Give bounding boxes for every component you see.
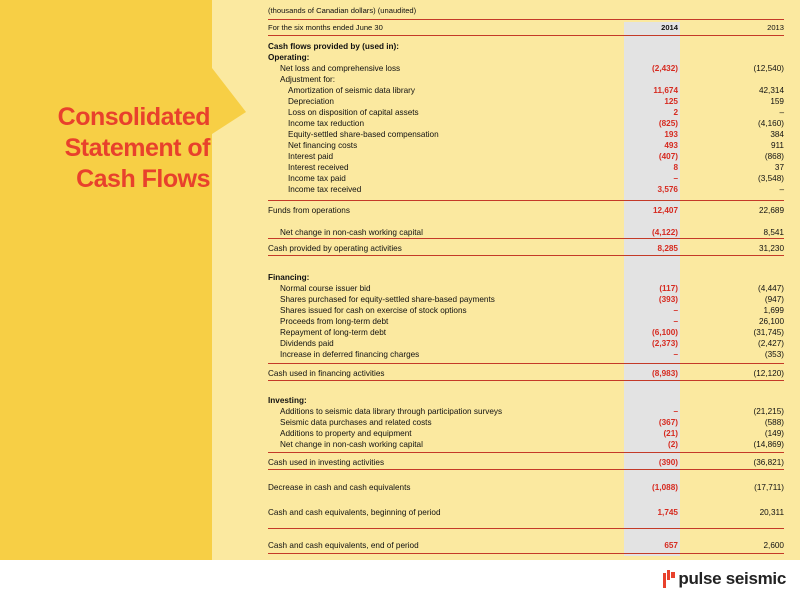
value-2014: (390) bbox=[658, 458, 678, 467]
section-rule bbox=[268, 255, 784, 256]
units-note: (thousands of Canadian dollars) (unaudited) bbox=[268, 6, 417, 15]
value-2013: (14,869) bbox=[753, 440, 784, 449]
section-rule bbox=[268, 452, 784, 453]
value-2014: (2,432) bbox=[652, 64, 678, 73]
value-2014: 125 bbox=[664, 97, 678, 106]
section-rule bbox=[268, 200, 784, 201]
value-2014: (367) bbox=[658, 418, 678, 427]
value-2014: (393) bbox=[658, 295, 678, 304]
row-label: Income tax reduction bbox=[288, 119, 365, 128]
value-2014: (2,373) bbox=[652, 339, 678, 348]
value-2014: 493 bbox=[664, 141, 678, 150]
row-label: Investing: bbox=[268, 396, 307, 405]
value-2014: – bbox=[673, 407, 678, 416]
value-2014: (117) bbox=[659, 284, 678, 293]
statement-row bbox=[268, 183, 784, 196]
row-label: Cash used in financing activities bbox=[268, 369, 385, 378]
statement-row bbox=[268, 506, 784, 519]
value-2013: (17,711) bbox=[754, 483, 784, 492]
value-2014: (21) bbox=[663, 429, 678, 438]
value-2014: (407) bbox=[658, 152, 678, 161]
value-2014: – bbox=[673, 174, 678, 183]
value-2014: (1,088) bbox=[652, 483, 678, 492]
value-2014: – bbox=[673, 350, 678, 359]
row-label: Income tax received bbox=[288, 185, 362, 194]
row-label: Shares purchased for equity-settled share-based payments bbox=[280, 295, 495, 304]
value-2014: 2 bbox=[673, 108, 678, 117]
row-label: Cash and cash equivalents, beginning of period bbox=[268, 508, 441, 517]
row-label: Cash and cash equivalents, end of period bbox=[268, 541, 419, 550]
value-2013: 8,541 bbox=[763, 228, 784, 237]
value-2013: (2,427) bbox=[758, 339, 784, 348]
value-2014: 657 bbox=[664, 541, 678, 550]
row-label: Seismic data purchases and related costs bbox=[280, 418, 432, 427]
value-2014: (6,100) bbox=[652, 328, 678, 337]
value-2013: 31,230 bbox=[758, 244, 784, 253]
row-label: Amortization of seismic data library bbox=[288, 86, 415, 95]
period-label: For the six months ended June 30 bbox=[268, 23, 383, 32]
value-2013: (12,120) bbox=[753, 369, 784, 378]
value-2014: (4,122) bbox=[652, 228, 678, 237]
year-prior-header: 2013 bbox=[767, 23, 784, 32]
row-label: Loss on disposition of capital assets bbox=[288, 108, 419, 117]
section-rule bbox=[268, 380, 784, 381]
period-header-row bbox=[268, 21, 784, 34]
row-label: Dividends paid bbox=[280, 339, 334, 348]
pulse-logo-mark-icon bbox=[663, 570, 675, 588]
row-label: Proceeds from long-term debt bbox=[280, 317, 389, 326]
value-2013: (947) bbox=[764, 295, 784, 304]
house-shape-panel bbox=[0, 0, 270, 560]
value-2014: 193 bbox=[664, 130, 678, 139]
title-line-2: Statement of bbox=[64, 134, 210, 162]
title-line-3: Cash Flows bbox=[76, 165, 210, 193]
value-2013: 20,311 bbox=[759, 508, 784, 517]
value-2013: (149) bbox=[764, 429, 784, 438]
header-rule-bottom bbox=[268, 35, 784, 36]
value-2014: 8,285 bbox=[657, 244, 678, 253]
cash-flow-statement bbox=[268, 0, 784, 558]
header-rule-top bbox=[268, 19, 784, 20]
row-label: Cash provided by operating activities bbox=[268, 244, 402, 253]
value-2013: (21,215) bbox=[753, 407, 784, 416]
value-2013: 37 bbox=[774, 163, 784, 172]
row-label: Net change in non-cash working capital bbox=[280, 440, 423, 449]
value-2014: 12,407 bbox=[652, 206, 678, 215]
value-2013: (353) bbox=[764, 350, 784, 359]
logo-text: pulse seismic bbox=[678, 569, 786, 588]
value-2013: (4,160) bbox=[758, 119, 784, 128]
statement-row bbox=[268, 242, 784, 255]
row-label: Funds from operations bbox=[268, 206, 350, 215]
statement-row bbox=[268, 438, 784, 451]
section-rule bbox=[268, 238, 784, 239]
row-label: Interest paid bbox=[288, 152, 334, 161]
row-label: Cash used in investing activities bbox=[268, 458, 385, 467]
value-2013: 2,600 bbox=[763, 541, 784, 550]
statement-row bbox=[268, 367, 784, 380]
value-2013: (36,821) bbox=[753, 458, 784, 467]
row-label: Cash flows provided by (used in): bbox=[268, 42, 400, 51]
value-2013: 911 bbox=[770, 141, 784, 150]
pulse-seismic-logo bbox=[663, 568, 786, 590]
row-label: Net loss and comprehensive loss bbox=[280, 64, 401, 73]
row-label: Normal course issuer bid bbox=[280, 284, 371, 293]
row-label: Repayment of long-term debt bbox=[280, 328, 387, 337]
row-label: Depreciation bbox=[288, 97, 334, 106]
row-label: Additions to property and equipment bbox=[280, 429, 412, 438]
statement-row bbox=[268, 456, 784, 469]
value-2013: (588) bbox=[764, 418, 784, 427]
value-2014: 3,576 bbox=[657, 185, 678, 194]
title-line-1: Consolidated bbox=[57, 103, 210, 131]
value-2013: 26,100 bbox=[758, 317, 784, 326]
row-label: Operating: bbox=[268, 53, 310, 62]
value-2013: – bbox=[779, 185, 784, 194]
value-2014: 1,745 bbox=[657, 508, 678, 517]
statement-row bbox=[268, 539, 784, 552]
row-label: Net financing costs bbox=[288, 141, 358, 150]
row-label: Additions to seismic data library through participation surveys bbox=[280, 407, 503, 416]
value-2013: – bbox=[779, 108, 784, 117]
row-label: Shares issued for cash on exercise of stock options bbox=[280, 306, 467, 315]
row-label: Equity-settled share-based compensation bbox=[288, 130, 439, 139]
value-2013: (3,548) bbox=[758, 174, 784, 183]
row-label: Financing: bbox=[268, 273, 310, 282]
value-2014: 8 bbox=[673, 163, 678, 172]
value-2013: (4,447) bbox=[758, 284, 784, 293]
section-rule bbox=[268, 553, 784, 554]
section-rule bbox=[268, 363, 784, 364]
value-2013: 22,689 bbox=[758, 206, 784, 215]
row-label: Adjustment for: bbox=[280, 75, 336, 84]
value-2014: 11,674 bbox=[653, 86, 678, 95]
row-label: Interest received bbox=[288, 163, 349, 172]
row-label: Increase in deferred financing charges bbox=[280, 350, 420, 359]
units-note-row bbox=[268, 4, 784, 17]
row-label: Net change in non-cash working capital bbox=[280, 228, 423, 237]
row-label: Decrease in cash and cash equivalents bbox=[268, 483, 411, 492]
value-2014: (825) bbox=[658, 119, 678, 128]
statement-row bbox=[268, 348, 784, 361]
value-2013: (31,745) bbox=[753, 328, 784, 337]
year-current-header: 2014 bbox=[661, 23, 678, 32]
value-2013: (868) bbox=[764, 152, 784, 161]
section-rule bbox=[268, 528, 784, 529]
value-2014: – bbox=[673, 317, 678, 326]
value-2013: 42,314 bbox=[758, 86, 784, 95]
value-2014: (8,983) bbox=[652, 369, 678, 378]
statement-row bbox=[268, 481, 784, 494]
statement-row bbox=[268, 204, 784, 217]
value-2014: – bbox=[673, 306, 678, 315]
value-2013: 1,699 bbox=[763, 306, 784, 315]
value-2013: 384 bbox=[770, 130, 784, 139]
value-2013: (12,540) bbox=[753, 64, 784, 73]
value-2014: (2) bbox=[667, 440, 678, 449]
value-2013: 159 bbox=[770, 97, 784, 106]
page-title bbox=[14, 102, 210, 195]
row-label: Income tax paid bbox=[288, 174, 346, 183]
section-rule bbox=[268, 469, 784, 470]
